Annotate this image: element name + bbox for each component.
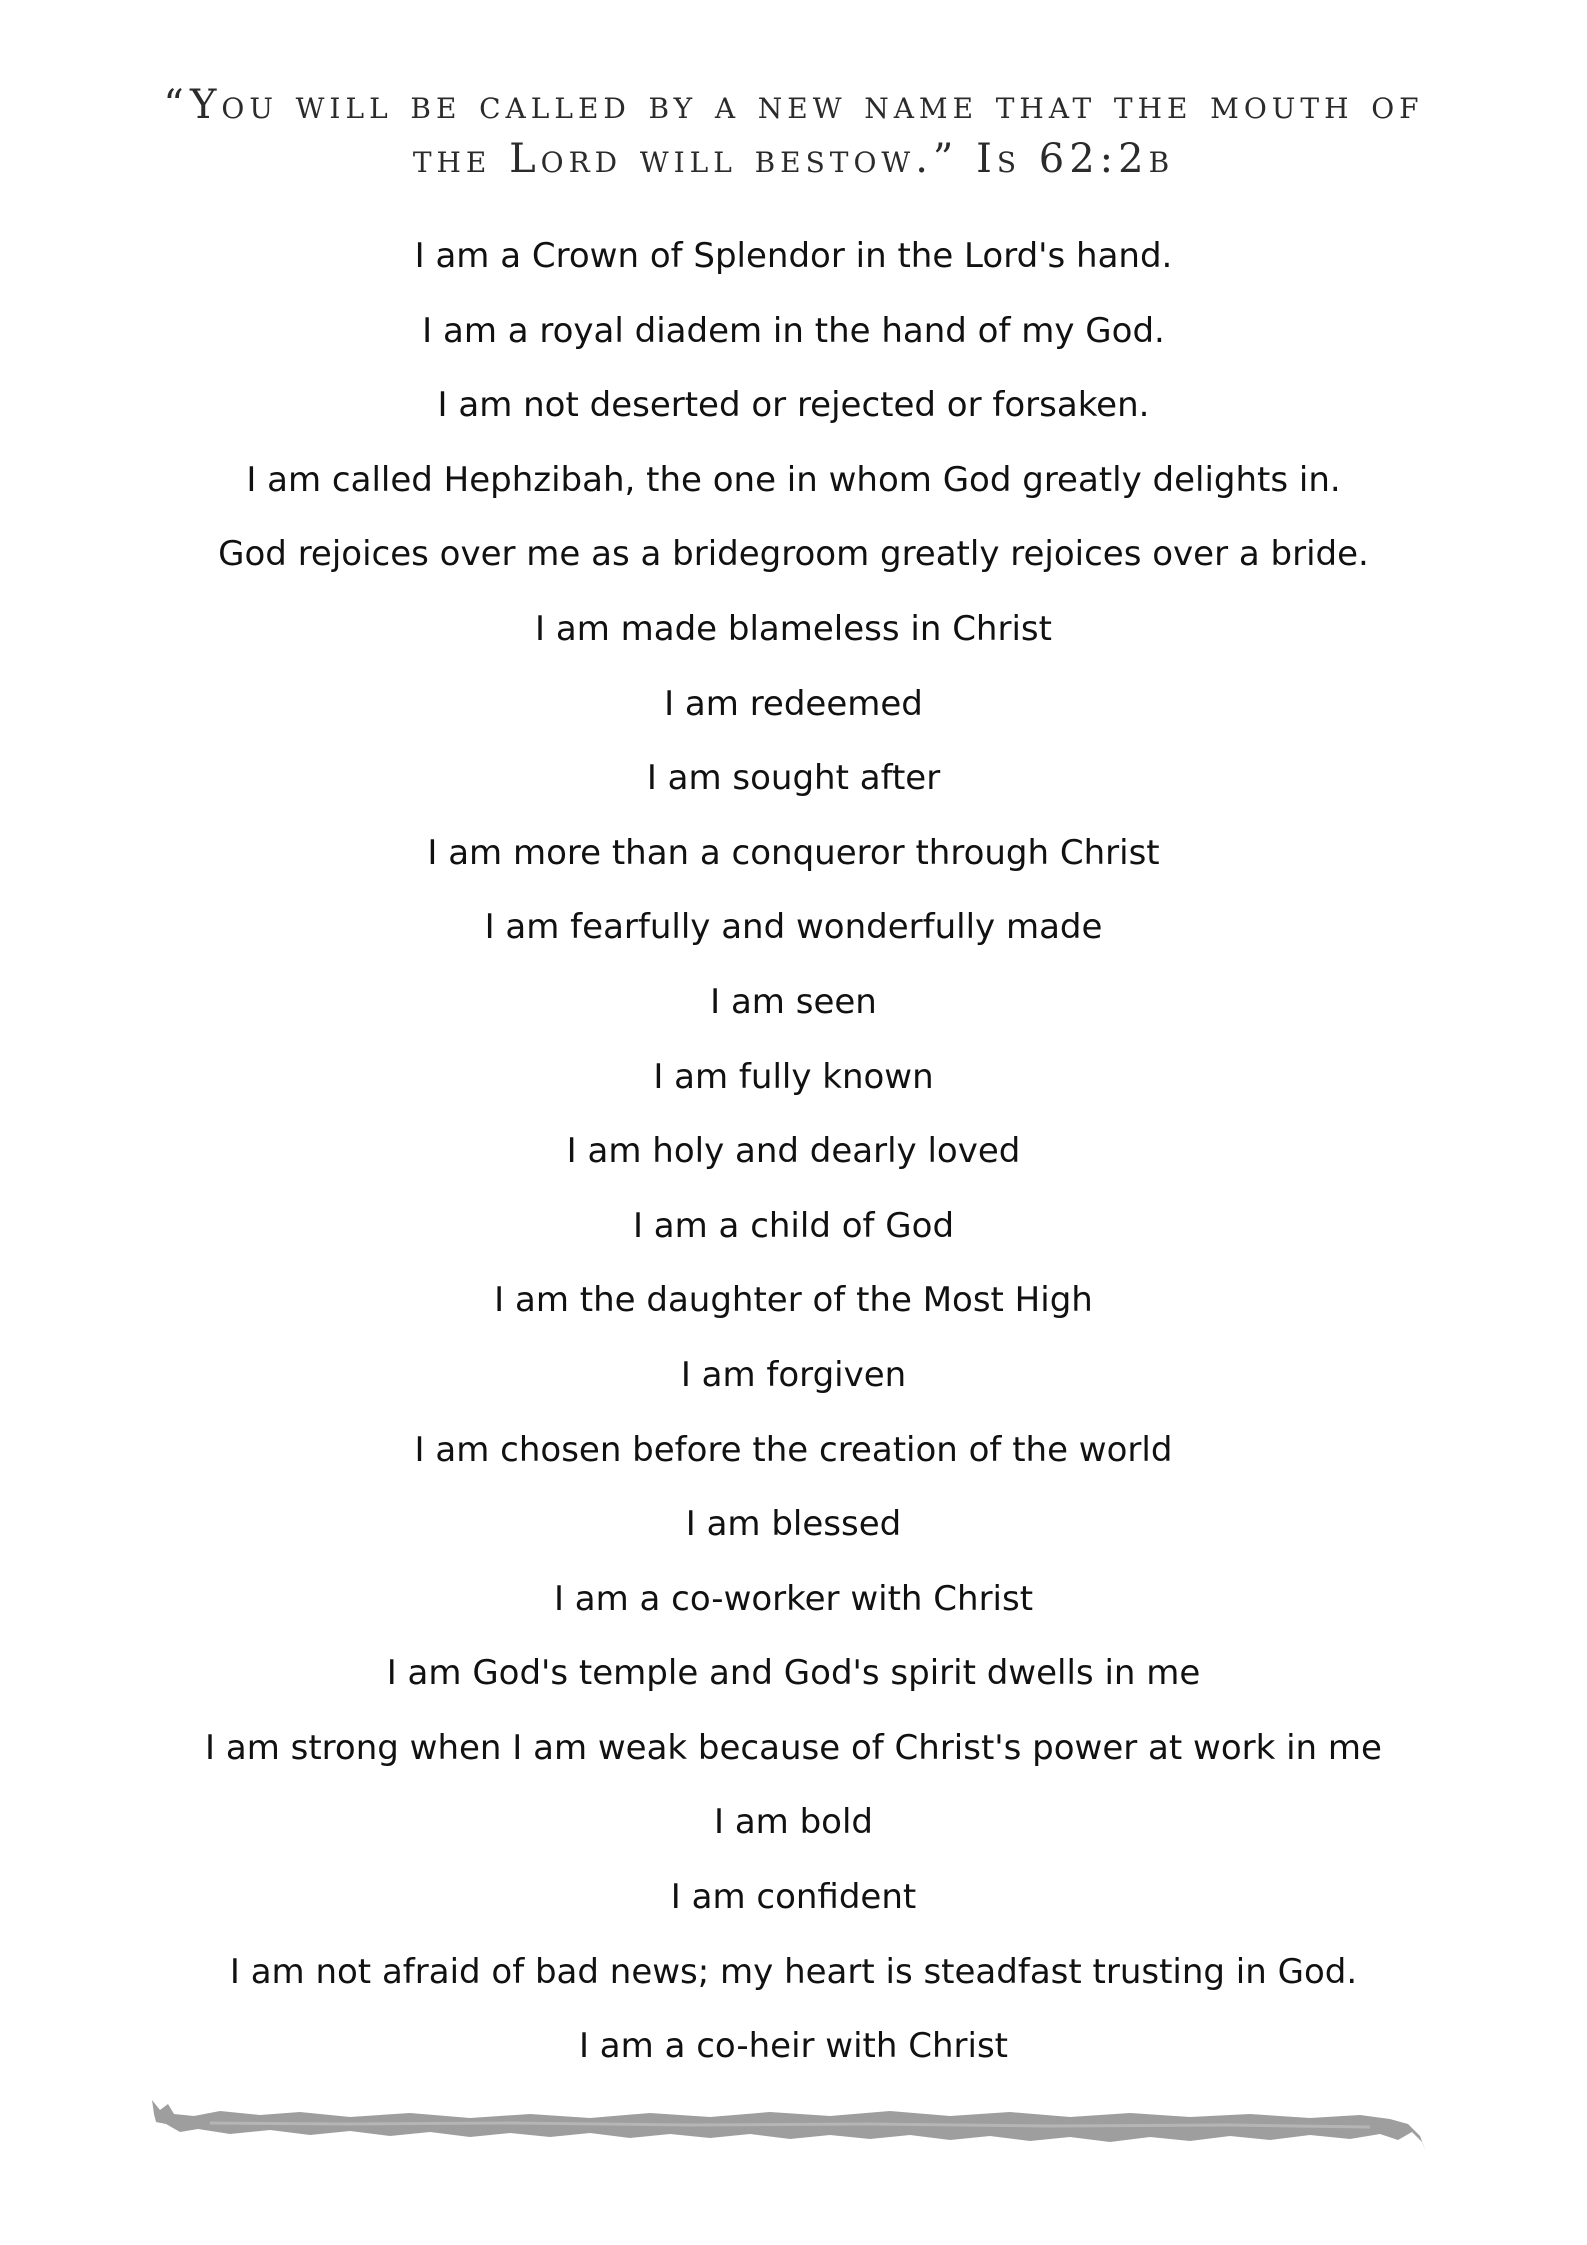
affirmation-line: I am called Hephzibah, the one in whom God greatly delights in. (246, 459, 1341, 500)
affirmation-line: I am confident (670, 1877, 917, 1918)
affirmation-line: I am not afraid of bad news; my heart is steadfast trusting in God. (229, 1951, 1358, 1992)
affirmation-line: I am a co-heir with Christ (578, 2026, 1009, 2067)
affirmation-line: I am blessed (685, 1504, 902, 1545)
brush-stroke-divider (150, 2096, 1430, 2158)
affirmation-line: I am a co-worker with Christ (553, 1578, 1034, 1619)
affirmation-line: I am a Crown of Splendor in the Lord's hand. (414, 236, 1173, 276)
affirmation-line: I am a royal diadem in the hand of my God. (422, 310, 1165, 351)
affirmation-line: I am God's temple and God's spirit dwells in me (386, 1653, 1201, 1694)
affirmation-line: I am chosen before the creation of the world (414, 1429, 1173, 1470)
affirmation-line: I am holy and dearly loved (566, 1131, 1021, 1172)
affirmation-line: I am fearfully and wonderfully made (484, 907, 1103, 948)
scripture-quote-heading: “You will be called by a new name that the mouth of the Lord will bestow.” Is 62:2b (163, 82, 1424, 182)
affirmation-line: I am strong when I am weak because of Christ's power at work in me (205, 1727, 1382, 1768)
affirmation-line: I am fully known (653, 1056, 934, 1097)
affirmation-line: I am made blameless in Christ (535, 608, 1052, 649)
affirmation-line: I am forgiven (680, 1354, 907, 1395)
affirmation-list (100, 229, 1487, 2094)
affirmation-line: I am seen (710, 981, 877, 1022)
affirmation-line: I am the daughter of the Most High (494, 1280, 1093, 1321)
affirmation-line: I am bold (713, 1802, 873, 1843)
affirmation-line: God rejoices over me as a bridegroom greatly rejoices over a bride. (218, 534, 1369, 575)
affirmation-line: I am a child of God (632, 1205, 955, 1246)
affirmation-line: I am sought after (646, 758, 941, 799)
affirmation-line: I am not deserted or rejected or forsaken. (437, 385, 1150, 426)
affirmation-line: I am more than a conqueror through Christ (427, 832, 1160, 873)
affirmation-line: I am redeemed (664, 683, 923, 724)
